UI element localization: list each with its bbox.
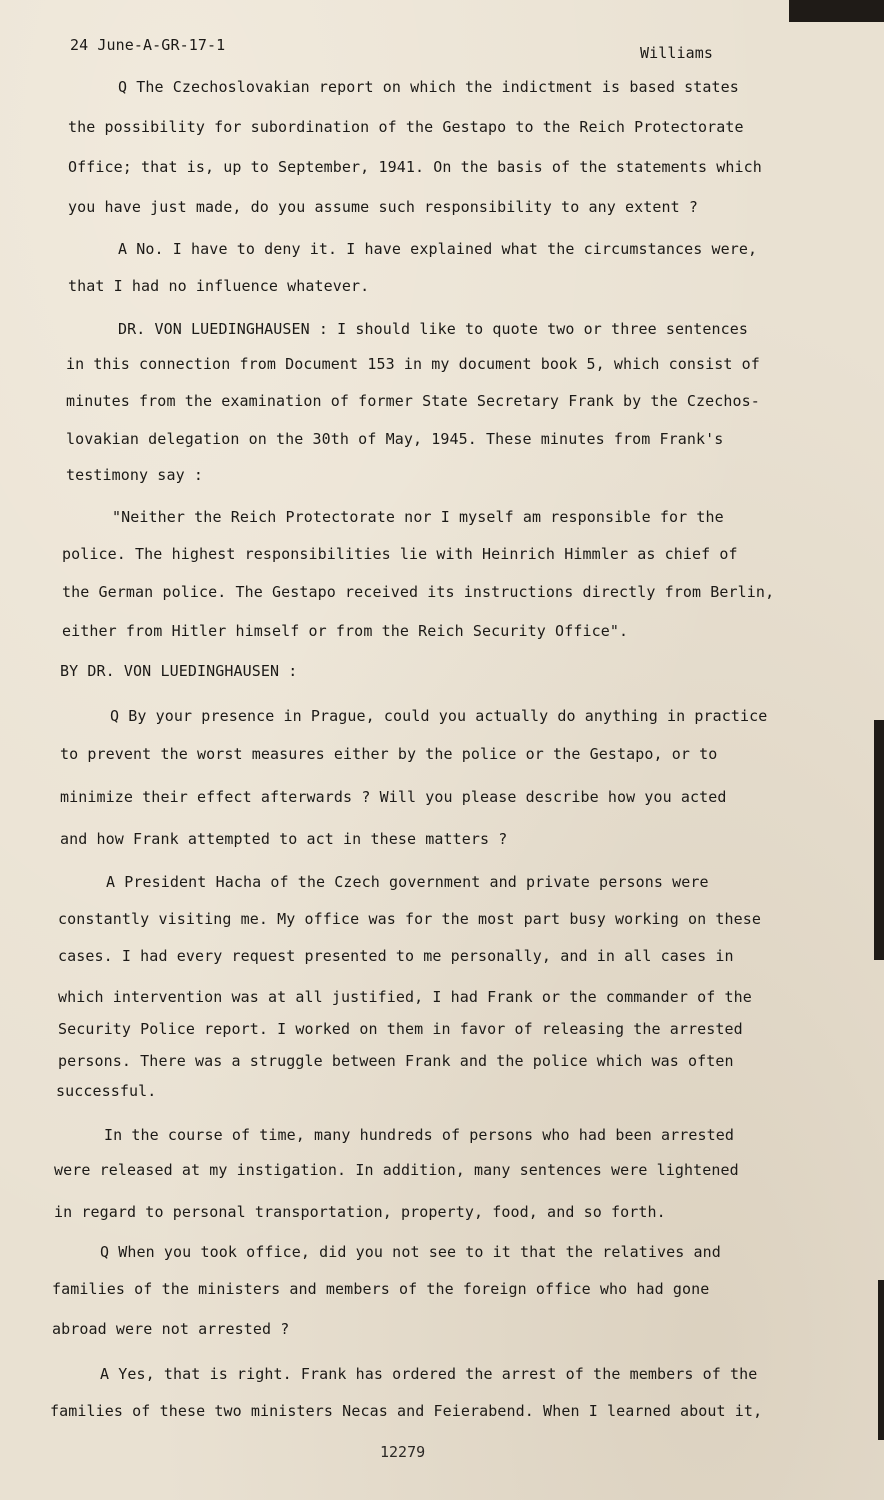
document-id: 24 June-A-GR-17-1 [70,36,226,54]
text-line: "Neither the Reich Protectorate nor I myself am responsible for the [112,508,724,526]
text-line: testimony say : [66,466,203,484]
text-line: abroad were not arrested ? [52,1320,290,1338]
text-line: A No. I have to deny it. I have explained what the circumstances were, [118,240,758,258]
scan-edge-top [789,0,884,22]
text-line: successful. [56,1082,157,1100]
text-line: cases. I had every request presented to me personally, and in all cases in [58,947,734,965]
reporter-name: Williams [640,44,714,62]
text-line: were released at my instigation. In addition, many sentences were lightened [54,1161,739,1179]
text-line: families of the ministers and members of the foreign office who had gone [52,1280,710,1298]
text-line: the German police. The Gestapo received its instructions directly from Berlin, [62,583,775,601]
text-line: DR. VON LUEDINGHAUSEN : I should like to quote two or three sentences [118,320,749,338]
text-line: minutes from the examination of former State Secretary Frank by the Czechos- [66,392,760,410]
text-line: Q The Czechoslovakian report on which the indictment is based states [118,78,739,96]
text-line: A Yes, that is right. Frank has ordered the arrest of the members of the [100,1365,758,1383]
text-line: police. The highest responsibilities lie with Heinrich Himmler as chief of [62,545,738,563]
text-line: and how Frank attempted to act in these matters ? [60,830,508,848]
scan-edge-right-lower [878,1280,884,1440]
text-line: the possibility for subordination of the Gestapo to the Reich Protectorate [68,118,744,136]
text-line: Security Police report. I worked on them in favor of releasing the arrested [58,1020,743,1038]
text-line: Q When you took office, did you not see to it that the relatives and [100,1243,721,1261]
text-line: in regard to personal transportation, property, food, and so forth. [54,1203,666,1221]
text-line: A President Hacha of the Czech government and private persons were [106,873,709,891]
text-line: in this connection from Document 153 in my document book 5, which consist of [66,355,760,373]
section-heading: BY DR. VON LUEDINGHAUSEN : [60,662,298,680]
text-line: Office; that is, up to September, 1941. On the basis of the statements which [68,158,762,176]
text-line: minimize their effect afterwards ? Will you please describe how you acted [60,788,727,806]
text-line: lovakian delegation on the 30th of May, 1945. These minutes from Frank's [66,430,724,448]
text-line: persons. There was a struggle between Frank and the police which was often [58,1052,734,1070]
text-line: families of these two ministers Necas and Feierabend. When I learned about it, [50,1402,763,1420]
text-line: to prevent the worst measures either by the police or the Gestapo, or to [60,745,718,763]
text-line: that I had no influence whatever. [68,277,370,295]
text-line: either from Hitler himself or from the Reich Security Office". [62,622,629,640]
text-line: constantly visiting me. My office was for the most part busy working on these [58,910,762,928]
text-line: which intervention was at all justified, I had Frank or the commander of the [58,988,752,1006]
text-line: you have just made, do you assume such responsibility to any extent ? [68,198,699,216]
scan-edge-right [874,720,884,960]
text-line: In the course of time, many hundreds of persons who had been arrested [104,1126,735,1144]
page-number: 12279 [380,1443,426,1461]
text-line: Q By your presence in Prague, could you actually do anything in practice [110,707,768,725]
